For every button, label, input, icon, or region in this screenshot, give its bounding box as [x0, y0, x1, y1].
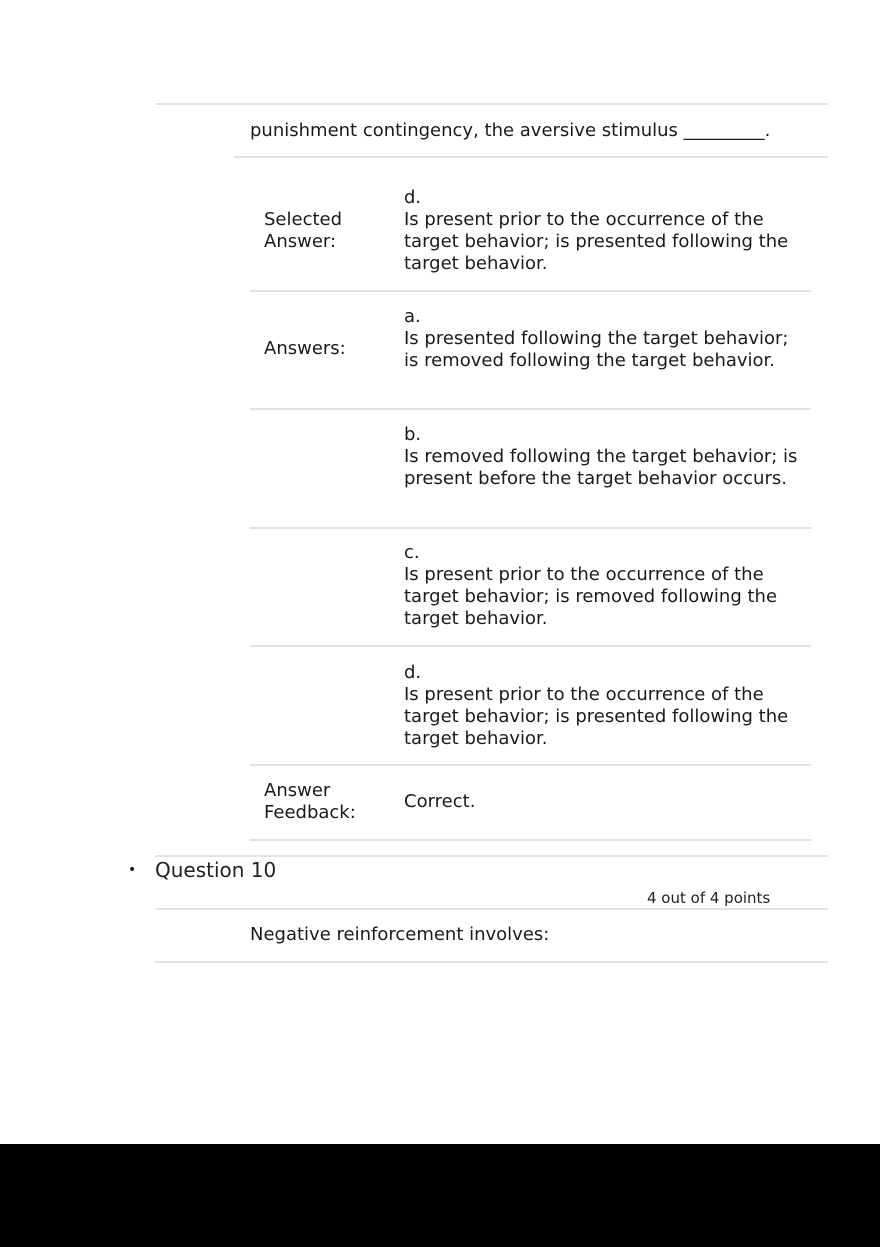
- divider: [250, 408, 811, 410]
- answer-option-a: [404, 306, 804, 372]
- divider: [155, 103, 828, 105]
- divider: [155, 961, 828, 963]
- points-badge: 4 out of 4 points: [647, 889, 771, 907]
- bullet-icon: •: [128, 862, 137, 878]
- answer-option-d: [404, 662, 804, 750]
- answer-text: Is present prior to the occurrence of the target behavior; is removed following the target behavior.: [404, 564, 778, 629]
- answers-label: Answers:: [264, 338, 346, 359]
- answer-letter: d.: [404, 662, 422, 683]
- black-bar: [0, 1144, 880, 1247]
- feedback-label: Answer Feedback:: [264, 780, 356, 823]
- answer-letter: d.: [404, 187, 422, 208]
- answer-letter: a.: [404, 306, 421, 327]
- answer-option-c: [404, 542, 804, 630]
- divider: [250, 290, 811, 292]
- divider: [250, 839, 811, 841]
- divider: [250, 645, 811, 647]
- answer-text: Is present prior to the occurrence of the target behavior; is presented following the target behavior.: [404, 209, 789, 274]
- answer-text: Is removed following the target behavior; is present before the target behavior occurs.: [404, 446, 798, 489]
- divider: [250, 764, 811, 766]
- divider: [155, 855, 828, 857]
- answer-text: Is present prior to the occurrence of the target behavior; is presented following the target behavior.: [404, 684, 789, 749]
- question-title: Question 10: [155, 858, 277, 882]
- question-text: punishment contingency, the aversive stimulus _________.: [250, 120, 771, 141]
- question-text: Negative reinforcement involves:: [250, 924, 550, 945]
- selected-answer-label: Selected Answer:: [264, 209, 343, 252]
- divider: [155, 908, 828, 910]
- feedback-text: Correct.: [404, 791, 476, 812]
- answer-letter: c.: [404, 542, 420, 563]
- answer-option-b: [404, 424, 804, 490]
- selected-answer: [404, 187, 804, 275]
- answer-text: Is presented following the target behavior; is removed following the target behavior.: [404, 328, 789, 371]
- divider: [234, 156, 828, 158]
- answer-letter: b.: [404, 424, 422, 445]
- divider: [250, 527, 811, 529]
